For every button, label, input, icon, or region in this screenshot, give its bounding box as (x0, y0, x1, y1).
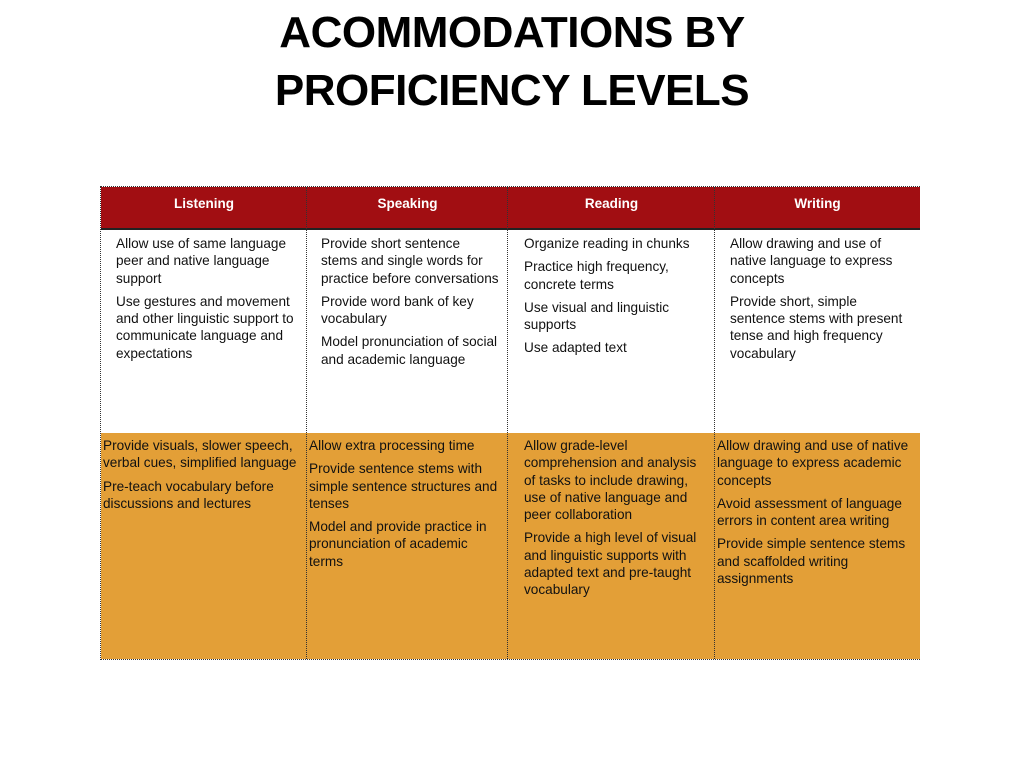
header-speaking: Speaking (307, 187, 508, 230)
cell-listening-lower (101, 433, 307, 659)
header-listening: Listening (101, 187, 307, 230)
cell-item: Provide visuals, slower speech, verbal cues, simplified language (103, 438, 297, 471)
cell-item: Model pronunciation of social and academic language (321, 334, 498, 367)
cell-reading-upper (508, 230, 715, 433)
cell-item: Provide sentence stems with simple sentence structures and tenses (309, 461, 498, 511)
cell-item: Allow use of same language peer and native language support (116, 236, 287, 286)
column-divider (714, 187, 715, 659)
header-writing: Writing (715, 187, 920, 230)
cell-item: Pre-teach vocabulary before discussions and lectures (103, 478, 274, 511)
cell-writing-upper (715, 230, 920, 433)
cell-writing-lower (715, 433, 920, 659)
accommodations-table (100, 186, 920, 660)
cell-reading-lower (508, 433, 715, 659)
cell-item: Allow extra processing time (309, 438, 475, 453)
cell-item: Provide short, simple sentence stems with present tense and high frequency vocabulary (730, 293, 903, 361)
cell-item: Provide a high level of visual and linguistic supports with adapted text and pre-taught vocabulary (524, 530, 697, 598)
cell-speaking-upper (307, 230, 508, 433)
cell-item: Practice high frequency, concrete terms (524, 259, 669, 292)
cell-item: Use visual and linguistic supports (524, 299, 670, 333)
cell-speaking-lower (307, 433, 508, 659)
cell-listening-upper (101, 230, 307, 433)
title-line-1: ACOMMODATIONS BY (279, 8, 745, 57)
cell-item: Provide simple sentence stems and scaffolded writing assignments (717, 536, 906, 587)
cell-item: Allow grade-level comprehension and analysis of tasks to include drawing, use of native language and peer collaboration (524, 438, 697, 523)
title-line-2: PROFICIENCY LEVELS (274, 66, 750, 115)
header-reading: Reading (508, 187, 715, 230)
column-writing (715, 187, 920, 659)
cell-item: Allow drawing and use of native language to express academic concepts (717, 438, 909, 488)
cell-item: Organize reading in chunks (524, 236, 690, 251)
cell-item: Allow drawing and use of native language to express concepts (730, 236, 893, 286)
column-divider (306, 187, 307, 659)
cell-item: Avoid assessment of language errors in content area writing (717, 495, 902, 529)
column-divider (507, 187, 508, 659)
cell-item: Use gestures and movement and other linguistic support to communicate language and expectations (116, 293, 294, 361)
cell-item: Use adapted text (524, 340, 627, 356)
cell-item: Model and provide practice in pronunciation of academic terms (309, 519, 487, 569)
column-reading (508, 187, 715, 659)
cell-item: Provide short sentence stems and single words for practice before conversations (321, 236, 499, 286)
slide-title (0, 4, 1024, 120)
column-speaking (307, 187, 508, 659)
column-listening (101, 187, 307, 659)
cell-item: Provide word bank of key vocabulary (321, 293, 474, 327)
